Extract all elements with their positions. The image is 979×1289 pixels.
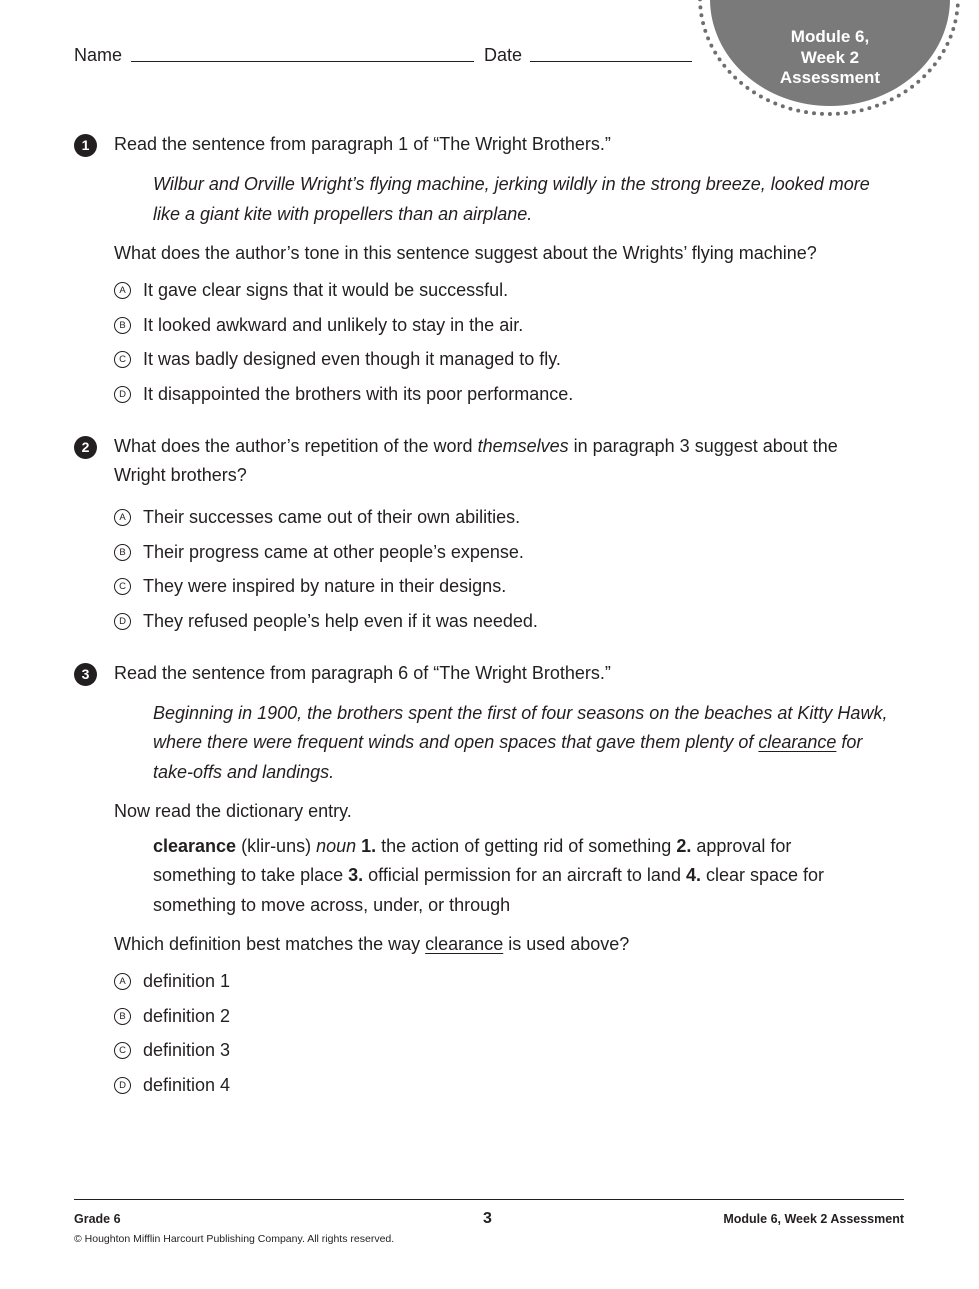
footer-rule <box>74 1199 904 1200</box>
date-label: Date <box>484 45 523 65</box>
q2-prompt-after: in paragraph 3 suggest about the <box>568 436 838 456</box>
footer-grade: Grade 6 <box>74 1212 121 1226</box>
footer-module: Module 6, Week 2 Assessment <box>723 1212 904 1226</box>
q3-quote-after: for <box>836 732 863 752</box>
option-text: It disappointed the brothers with its poor performance. <box>143 384 574 404</box>
dict-number-2: 2. <box>676 836 692 856</box>
badge-line-2: Week 2 <box>800 47 860 67</box>
option-text: It was badly designed even though it managed to fly. <box>143 349 561 369</box>
dict-number-4: 4. <box>685 865 701 885</box>
dict-headword: clearance <box>153 836 237 856</box>
q2-prompt <box>114 432 838 462</box>
option-bubble[interactable]: C <box>114 578 131 595</box>
q3-dictionary-intro: Now read the dictionary entry. <box>114 801 352 821</box>
option-bubble[interactable]: C <box>114 351 131 368</box>
date-field[interactable] <box>530 61 692 62</box>
option-bubble[interactable]: C <box>114 1042 131 1059</box>
option-bubble[interactable]: B <box>114 1008 131 1025</box>
q2-prompt-line-2: Wright brothers? <box>114 465 247 485</box>
option-bubble[interactable]: D <box>114 386 131 403</box>
badge-line-3: Assessment <box>779 68 881 87</box>
dict-part-of-speech: noun <box>316 836 357 856</box>
name-field[interactable] <box>131 61 474 62</box>
option-text: definition 4 <box>143 1075 231 1095</box>
dict-definition-3: official permission for an aircraft to land <box>363 865 686 885</box>
q3-quote-line-2 <box>153 728 862 758</box>
q1-quote-line-1: Wilbur and Orville Wright’s flying machine, jerking wildly in the strong breeze, looked more <box>153 174 870 194</box>
option-bubble[interactable]: A <box>114 282 131 299</box>
dictionary-entry-line-1 <box>153 832 791 862</box>
q1-prompt: Read the sentence from paragraph 1 of “The Wright Brothers.” <box>114 134 611 154</box>
page-number: 3 <box>483 1210 492 1227</box>
dict-definition-2a: approval for <box>691 836 792 856</box>
dict-definition-4a: clear space for <box>700 865 825 885</box>
name-label: Name <box>74 45 123 65</box>
q3-quote-underlined-word: clearance <box>758 732 837 752</box>
question-number-badge: 1 <box>74 134 97 157</box>
dict-definition-1: the action of getting rid of something <box>376 836 677 856</box>
q3-question-before: Which definition best matches the way <box>114 934 426 954</box>
dictionary-entry-line-3: something to move across, under, or through <box>153 895 511 915</box>
q3-question <box>114 930 629 960</box>
option-bubble[interactable]: D <box>114 613 131 630</box>
dict-pronunciation: (klir-uns) <box>236 836 317 856</box>
q3-question-after: is used above? <box>503 934 630 954</box>
option-bubble[interactable]: A <box>114 509 131 526</box>
dict-definition-2b: something to take place <box>153 865 349 885</box>
q3-question-underlined-word: clearance <box>425 934 504 954</box>
option-bubble[interactable]: D <box>114 1077 131 1094</box>
option-text: It looked awkward and unlikely to stay in the air. <box>143 315 524 335</box>
option-text: definition 1 <box>143 971 231 991</box>
dictionary-entry-line-2 <box>153 861 824 891</box>
question-number-badge: 2 <box>74 436 97 459</box>
q1-question: What does the author’s tone in this sentence suggest about the Wrights’ flying machine? <box>114 243 817 263</box>
option-text: Their successes came out of their own abilities. <box>143 507 521 527</box>
option-bubble[interactable]: B <box>114 544 131 561</box>
badge-line-1: Module 6, <box>790 27 870 46</box>
option-text: It gave clear signs that it would be successful. <box>143 280 509 300</box>
copyright: © Houghton Mifflin Harcourt Publishing Company. All rights reserved. <box>74 1233 395 1245</box>
q3-quote-line-3: take-offs and landings. <box>153 762 335 782</box>
question-number-badge: 3 <box>74 663 97 686</box>
option-text: They refused people’s help even if it was needed. <box>143 611 538 631</box>
q3-quote-before: where there were frequent winds and open spaces that gave them plenty of <box>153 732 759 752</box>
dict-number-1: 1. <box>356 836 377 856</box>
option-text: definition 2 <box>143 1006 231 1026</box>
module-badge-text <box>760 27 900 89</box>
q3-quote-line-1: Beginning in 1900, the brothers spent the first of four seasons on the beaches at Kitty Hawk, <box>153 703 888 723</box>
q3-prompt: Read the sentence from paragraph 6 of “The Wright Brothers.” <box>114 663 611 683</box>
option-text: Their progress came at other people’s expense. <box>143 542 524 562</box>
q2-prompt-italic: themselves <box>477 436 569 456</box>
option-text: They were inspired by nature in their designs. <box>143 576 507 596</box>
option-bubble[interactable]: B <box>114 317 131 334</box>
option-bubble[interactable]: A <box>114 973 131 990</box>
q1-quote-line-2: like a giant kite with propellers than an airplane. <box>153 204 533 224</box>
option-text: definition 3 <box>143 1040 231 1060</box>
dict-number-3: 3. <box>348 865 364 885</box>
q2-prompt-before: What does the author’s repetition of the word <box>114 436 478 456</box>
